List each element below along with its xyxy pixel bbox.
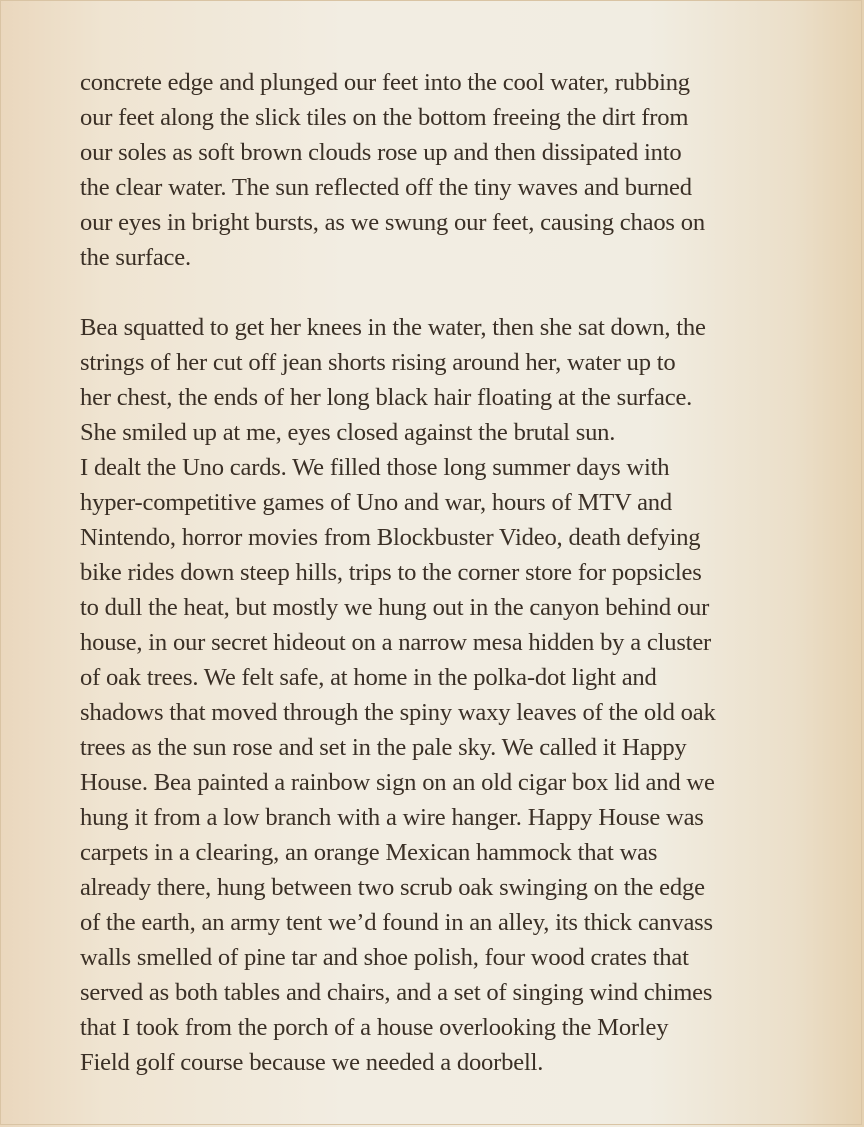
text-line: that I took from the porch of a house overlooking the Morley [80, 1014, 669, 1041]
paragraph-2 [80, 310, 786, 1080]
text-line: hyper-competitive games of Uno and war, hours of MTV and [80, 489, 672, 516]
text-line: bike rides down steep hills, trips to the corner store for popsicles [80, 559, 702, 586]
text-line: Bea squatted to get her knees in the water, then she sat down, the [80, 314, 706, 341]
text-line: Nintendo, horror movies from Blockbuster Video, death defying [80, 524, 701, 551]
text-line: of oak trees. We felt safe, at home in the polka-dot light and [80, 664, 657, 691]
text-line: our eyes in bright bursts, as we swung our feet, causing chaos on [80, 209, 705, 236]
text-line: concrete edge and plunged our feet into the cool water, rubbing [80, 69, 690, 96]
text-line: her chest, the ends of her long black hair floating at the surface. [80, 384, 693, 411]
text-line: our feet along the slick tiles on the bottom freeing the dirt from [80, 104, 689, 131]
text-line: our soles as soft brown clouds rose up and then dissipated into [80, 139, 682, 166]
text-line: the surface. [80, 244, 191, 271]
text-line: hung it from a low branch with a wire hanger. Happy House was [80, 804, 704, 831]
text-line: She smiled up at me, eyes closed against the brutal sun. [80, 419, 616, 446]
text-line: served as both tables and chairs, and a set of singing wind chimes [80, 979, 713, 1006]
text-line: to dull the heat, but mostly we hung out in the canyon behind our [80, 594, 710, 621]
text-line: Field golf course because we needed a doorbell. [80, 1049, 544, 1076]
text-line: walls smelled of pine tar and shoe polish, four wood crates that [80, 944, 689, 971]
text-line: trees as the sun rose and set in the pale sky. We called it Happy [80, 734, 687, 761]
text-line: already there, hung between two scrub oak swinging on the edge [80, 874, 705, 901]
paragraph-1 [80, 65, 786, 275]
text-line: I dealt the Uno cards. We filled those long summer days with [80, 454, 670, 481]
text-line: House. Bea painted a rainbow sign on an old cigar box lid and we [80, 769, 715, 796]
text-line: house, in our secret hideout on a narrow mesa hidden by a cluster [80, 629, 712, 656]
text-line: strings of her cut off jean shorts rising around her, water up to [80, 349, 676, 376]
text-line: the clear water. The sun reflected off the tiny waves and burned [80, 174, 692, 201]
text-line: of the earth, an army tent we’d found in an alley, its thick canvass [80, 909, 713, 936]
text-line: shadows that moved through the spiny waxy leaves of the old oak [80, 699, 716, 726]
text-line: carpets in a clearing, an orange Mexican hammock that was [80, 839, 658, 866]
